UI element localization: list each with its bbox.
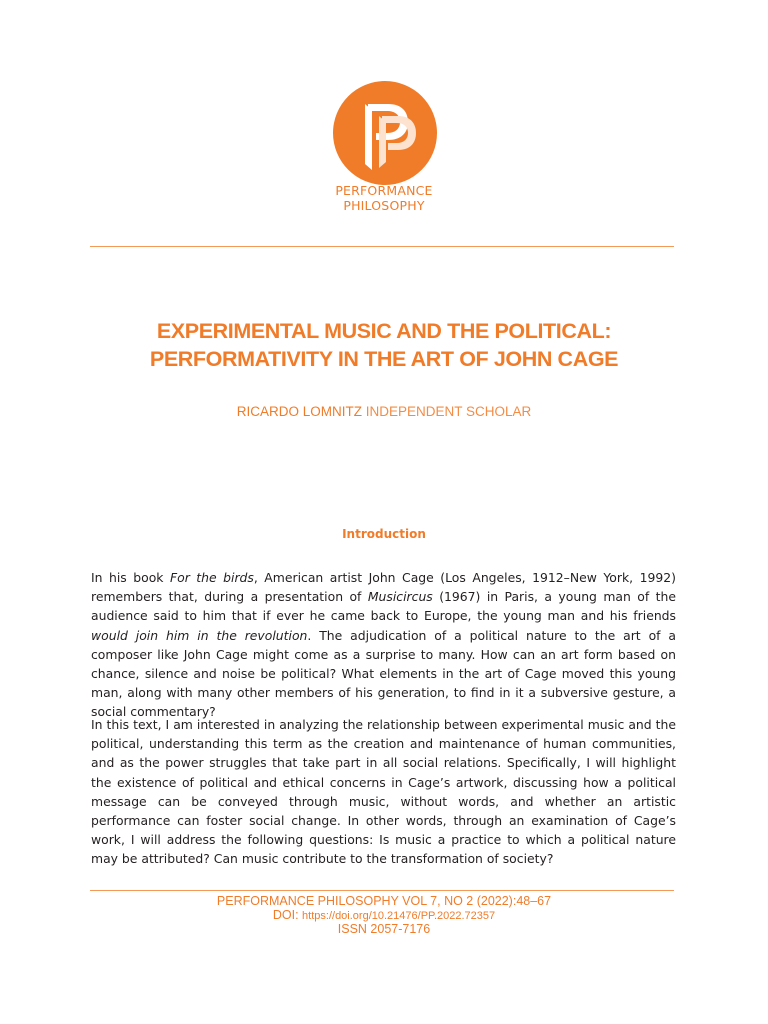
doi-link[interactable]: https://doi.org/10.21476/PP.2022.72357 (302, 910, 496, 922)
author-name: RICARDO LOMNITZ (236, 404, 362, 419)
header-divider (90, 246, 674, 247)
performance-philosophy-logo (332, 80, 438, 186)
author-affiliation: INDEPENDENT SCHOLAR (365, 404, 532, 419)
text-run: In his book (91, 570, 170, 585)
author-line (0, 404, 768, 419)
body-paragraph-2: In this text, I am interested in analyzing the relationship between experimental music and the political, understanding this term as the creation and maintenance of human communities, and as the power struggles that take part in all social relations. Specifically, I will highlight the existence of political and ethical concerns in Cage’s artwork, discussing how a political message can be conveyed through music, without words, and whether an artistic performance can foster social change. In other words, through an examination of Cage’s work, I will address the following questions: Is music a practice to which a political nature may be attributed? Can music contribute to the transformation of society? (91, 717, 676, 867)
article-title-line2: PERFORMATIVITY IN THE ART OF JOHN CAGE (149, 347, 619, 371)
doi-line (0, 908, 768, 923)
italic-text-run: would join him in the revolution (91, 627, 308, 643)
italic-text-run: For the birds (169, 570, 254, 585)
article-title-line1: EXPERIMENTAL MUSIC AND THE POLITICAL: (156, 319, 612, 343)
body-paragraph-1 (91, 568, 676, 722)
journal-citation: PERFORMANCE PHILOSOPHY VOL 7, NO 2 (2022):48–67 (216, 894, 552, 908)
text-run: . The adjudication of a political nature to the art of a composer like John Cage might come as a surprise to many. How can an art form based on chance, silence and noise be political? What elements in the art of Cage moved this young man, along with many other members of his generation, to find in it a subversive gesture, a social commentary? (91, 627, 677, 720)
pp-monogram-icon (332, 80, 438, 186)
text-run: , American artist John Cage (Los Angeles, 1912–New York, 1992) remembers that, during a presentation of (91, 570, 676, 605)
doi-label: DOI: (272, 908, 303, 922)
text-run: (1967) in Paris, a young man of the audience said to him that if ever he came back to Europe, the young man and his friends (91, 589, 676, 624)
issn: ISSN 2057-7176 (337, 922, 431, 936)
italic-text-run: Musicircus (367, 589, 433, 605)
brand-name-line2: PHILOSOPHY (343, 198, 425, 213)
footer-divider (90, 890, 674, 891)
section-heading: Introduction (342, 527, 426, 541)
brand-name-line1: PERFORMANCE (335, 183, 433, 198)
